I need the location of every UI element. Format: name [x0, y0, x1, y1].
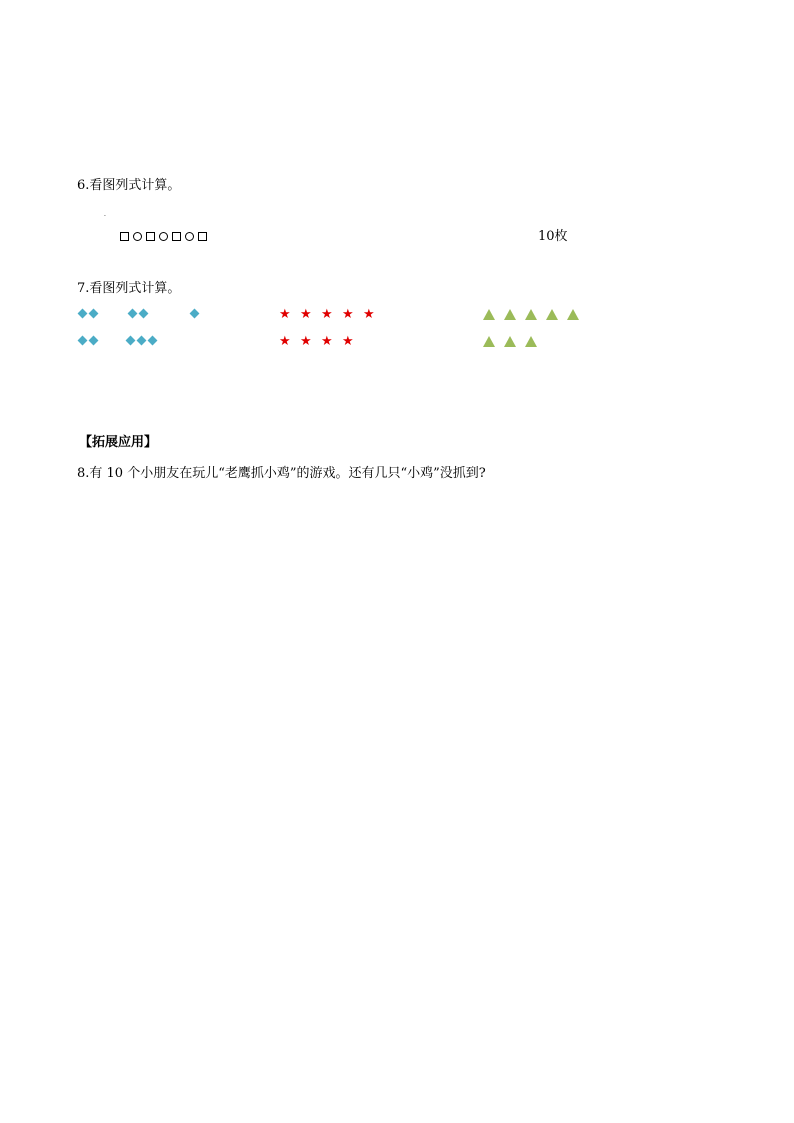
star-icon: ★ [300, 334, 312, 349]
diamond-icon [137, 336, 147, 346]
circle-icon [133, 232, 142, 241]
triangle-icon [483, 309, 495, 320]
triangle-icon [483, 336, 495, 347]
triangle-icon [546, 309, 558, 320]
square-icon [198, 232, 207, 241]
star-icon: ★ [321, 307, 333, 322]
star-icon: ★ [342, 307, 354, 322]
diamond-icon [148, 336, 158, 346]
star-icon: ★ [321, 334, 333, 349]
square-icon [146, 232, 155, 241]
triangle-icon [525, 309, 537, 320]
circle-icon [185, 232, 194, 241]
triangle-row-1 [483, 309, 588, 320]
diamond-group [191, 310, 202, 317]
diamond-icon [78, 336, 88, 346]
diamond-icon [128, 309, 138, 319]
diamond-group [79, 337, 101, 344]
triangle-icon [567, 309, 579, 320]
square-icon [172, 232, 181, 241]
diamond-group [79, 310, 101, 317]
diamond-icon [190, 309, 200, 319]
circle-icon [159, 232, 168, 241]
diamond-row-1 [79, 310, 202, 317]
question-6-mark: . [104, 211, 106, 218]
diamond-group [129, 310, 151, 317]
star-icon: ★ [279, 307, 291, 322]
diamond-row-2 [79, 337, 160, 344]
section-heading: 【拓展应用】 [79, 435, 158, 450]
diamond-group [127, 337, 160, 344]
question-8-text: 8.有 10 个小朋友在玩儿“老鹰抓小鸡”的游戏。还有几只“小鸡”没抓到? [77, 466, 486, 481]
triangle-icon [525, 336, 537, 347]
star-icon: ★ [300, 307, 312, 322]
star-icon: ★ [342, 334, 354, 349]
diamond-icon [139, 309, 149, 319]
triangle-icon [504, 309, 516, 320]
star-icon: ★ [363, 307, 375, 322]
question-6-title: 6.看图列式计算。 [77, 178, 181, 193]
question-6-shapes [120, 232, 211, 241]
star-row-1 [279, 308, 384, 321]
question-6-count-label: 10枚 [538, 229, 568, 244]
triangle-row-2 [483, 336, 546, 347]
square-icon [120, 232, 129, 241]
diamond-icon [89, 309, 99, 319]
star-row-2 [279, 335, 363, 348]
star-icon: ★ [279, 334, 291, 349]
diamond-icon [126, 336, 136, 346]
triangle-icon [504, 336, 516, 347]
question-7-title: 7.看图列式计算。 [77, 281, 181, 296]
diamond-icon [78, 309, 88, 319]
diamond-icon [89, 336, 99, 346]
